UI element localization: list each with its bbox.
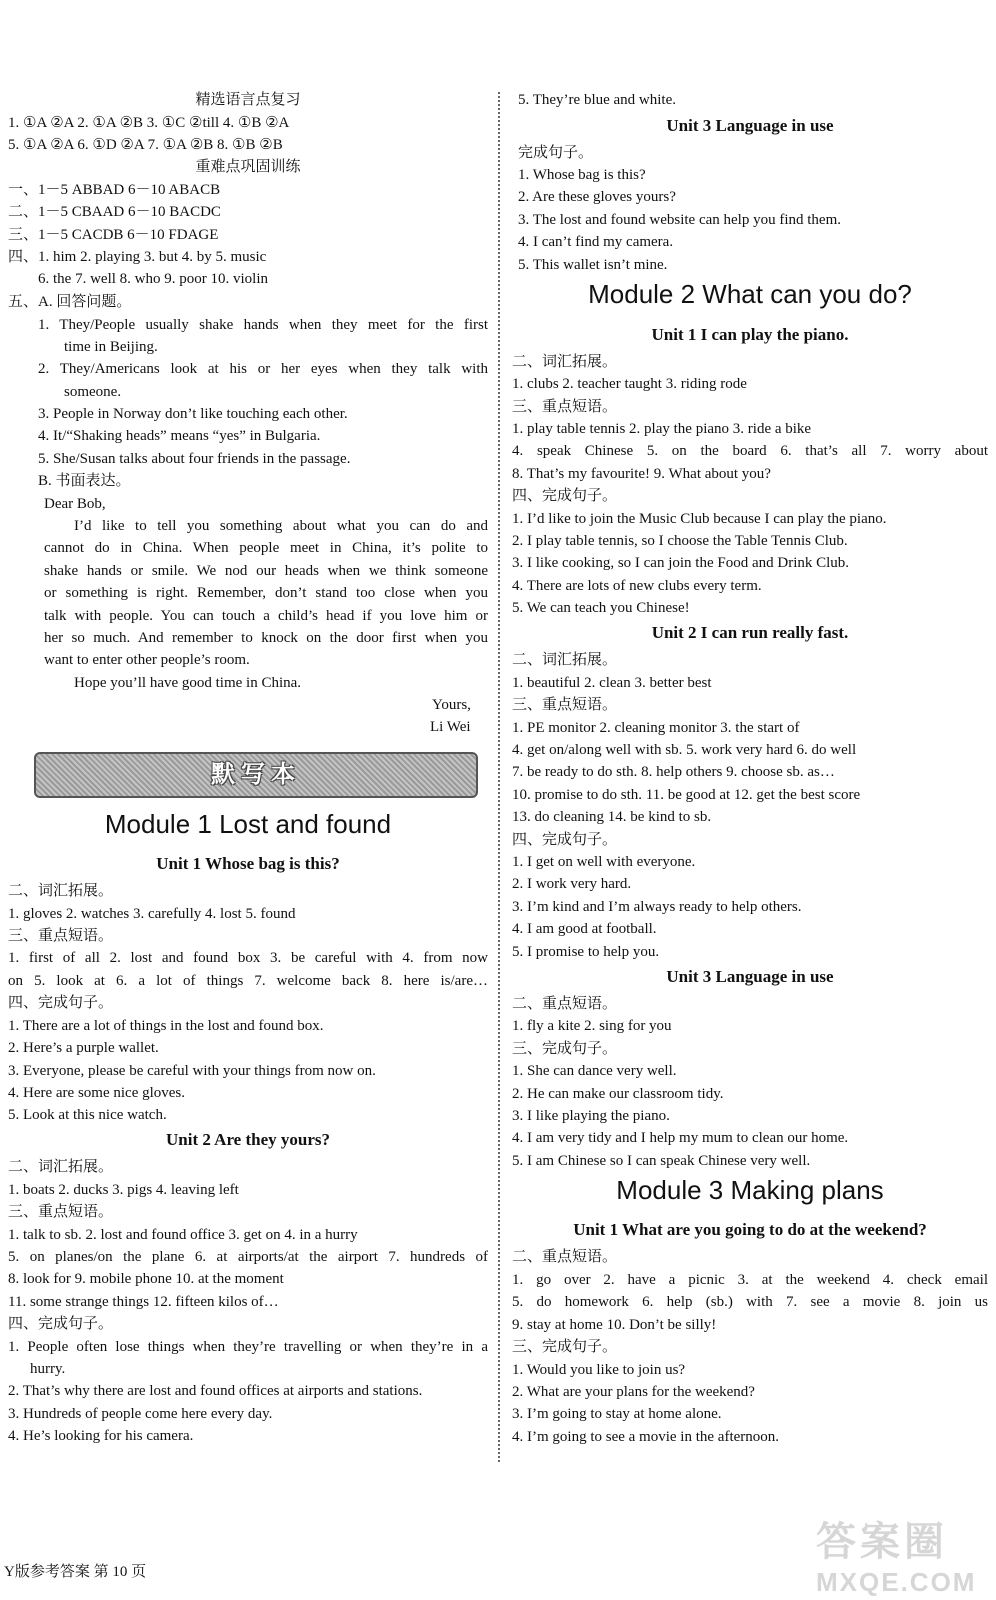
text-line: shake hands or smile. We nod our heads when we think someone <box>44 563 488 579</box>
text-line: talk with people. You can touch a child’s head if you love him or <box>44 608 488 624</box>
text-line: 2. Here’s a purple wallet. <box>8 1040 159 1056</box>
text-line: 二、词汇拓展。 <box>512 652 618 668</box>
text-line: 1. fly a kite 2. sing for you <box>512 1018 672 1034</box>
text-line: her so much. And remember to knock on the door first when you <box>44 630 488 646</box>
text-line: 1. People often lose things when they’re travelling or when they’re in a <box>8 1339 488 1355</box>
text-line: 8. That’s my favourite! 9. What about you? <box>512 466 771 482</box>
banner-title: 默写本 <box>211 762 301 788</box>
text-line: on 5. look at 6. a lot of things 7. welcome back 8. here is/are… <box>8 973 488 989</box>
text-line: 二、词汇拓展。 <box>512 354 618 370</box>
text-line: 三、重点短语。 <box>8 1204 114 1220</box>
text-line: 4. Here are some nice gloves. <box>8 1085 186 1101</box>
text-line: Hope you’ll have good time in China. <box>74 675 302 691</box>
unit-heading: Unit 1 Whose bag is this? <box>156 854 340 873</box>
text-line: 10. promise to do sth. 11. be good at 12. get the best score <box>512 787 861 803</box>
page-footer: Y版参考答案 第 10 页 <box>4 1564 147 1580</box>
text-line: 11. some strange things 12. fifteen kilos of… <box>8 1294 279 1310</box>
column-divider <box>498 92 502 1462</box>
text-line: 精选语言点复习 <box>195 92 301 108</box>
text-line: Yours, <box>432 697 471 713</box>
watermark-url: MXQE.COM <box>816 1567 977 1597</box>
text-line: 8. look for 9. mobile phone 10. at the moment <box>8 1271 284 1287</box>
text-line: want to enter other people’s room. <box>44 652 250 668</box>
text-line: 2. That’s why there are lost and found offices at airports and stations. <box>8 1383 423 1399</box>
text-line: 1. talk to sb. 2. lost and found office 3. get on 4. in a hurry <box>8 1227 358 1243</box>
text-line: 13. do cleaning 14. be kind to sb. <box>512 809 712 825</box>
text-line: someone. <box>64 384 122 400</box>
watermark-logo: 答案圈 <box>816 1520 948 1564</box>
text-line: 三、重点短语。 <box>8 928 114 944</box>
text-line: 1. beautiful 2. clean 3. better best <box>512 675 712 691</box>
text-line: 5. on planes/on the plane 6. at airports/at the airport 7. hundreds of <box>8 1249 488 1265</box>
text-line: 2. He can make our classroom tidy. <box>512 1086 724 1102</box>
text-line: 四、完成句子。 <box>8 1316 114 1332</box>
text-line: 2. What are your plans for the weekend? <box>512 1384 755 1400</box>
text-line: 四、完成句子。 <box>8 995 114 1011</box>
text-line: 1. I get on well with everyone. <box>512 854 696 870</box>
text-line: 1. clubs 2. teacher taught 3. riding rode <box>512 376 747 392</box>
text-line: 5. She/Susan talks about four friends in the passage. <box>38 451 351 467</box>
text-line: 1. Would you like to join us? <box>512 1362 686 1378</box>
text-line: 4. speak Chinese 5. on the board 6. that’s all 7. worry about <box>512 443 988 459</box>
text-line: 四、1. him 2. playing 3. but 4. by 5. music <box>8 249 267 265</box>
text-line: 4. get on/along well with sb. 5. work very hard 6. do well <box>512 742 857 758</box>
text-line: 1. There are a lot of things in the lost and found box. <box>8 1018 324 1034</box>
text-line: 4. It/“Shaking heads” means “yes” in Bulgaria. <box>38 428 321 444</box>
unit-heading: Unit 3 Language in use <box>666 116 834 135</box>
text-line: 三、完成句子。 <box>512 1339 618 1355</box>
text-line: 4. I can’t find my camera. <box>518 234 674 250</box>
text-line: 1. first of all 2. lost and found box 3. be careful with 4. from now <box>8 950 488 966</box>
text-line: 4. I am good at football. <box>512 921 657 937</box>
text-line: 二、重点短语。 <box>512 1249 618 1265</box>
text-line: 1. go over 2. have a picnic 3. at the weekend 4. check email <box>512 1272 988 1288</box>
unit-heading: Unit 1 What are you going to do at the weekend? <box>573 1220 927 1239</box>
module-heading: Module 1 Lost and found <box>104 809 392 839</box>
text-line: 2. I work very hard. <box>512 876 632 892</box>
text-line: 完成句子。 <box>518 145 594 161</box>
text-line: 三、1－5 CACDB 6－10 FDAGE <box>8 227 219 243</box>
text-line: 2. Are these gloves yours? <box>518 189 676 205</box>
text-line: 1. They/People usually shake hands when they meet for the first <box>38 317 488 333</box>
text-line: 5. ①A ②A 6. ①D ②A 7. ①A ②B 8. ①B ②B <box>8 137 283 153</box>
text-line: 3. I like cooking, so I can join the Food and Drink Club. <box>512 555 850 571</box>
text-line: 1. PE monitor 2. cleaning monitor 3. the start of <box>512 720 800 736</box>
unit-heading: Unit 3 Language in use <box>666 967 834 986</box>
text-line: 三、完成句子。 <box>512 1041 618 1057</box>
text-line: 2. They/Americans look at his or her eyes when they talk with <box>38 361 488 377</box>
text-line: 3. People in Norway don’t like touching each other. <box>38 406 348 422</box>
text-line: 4. I’m going to see a movie in the afternoon. <box>512 1429 780 1445</box>
text-line: 5. do homework 6. help (sb.) with 7. see a movie 8. join us <box>512 1294 988 1310</box>
text-line: 2. I play table tennis, so I choose the Table Tennis Club. <box>512 533 848 549</box>
text-line: 3. I like playing the piano. <box>512 1108 670 1124</box>
unit-heading: Unit 2 Are they yours? <box>165 1130 330 1149</box>
text-line: 1. gloves 2. watches 3. carefully 4. lost 5. found <box>8 906 296 922</box>
unit-heading: Unit 2 I can run really fast. <box>651 623 849 642</box>
text-line: 二、1－5 CBAAD 6－10 BACDC <box>8 204 221 220</box>
text-line: 5. We can teach you Chinese! <box>512 600 690 616</box>
watermark <box>816 1510 976 1598</box>
text-line: I’d like to tell you something about what you can do and <box>74 518 488 534</box>
text-line: 1. Whose bag is this? <box>518 167 646 183</box>
text-line: 3. I’m kind and I’m always ready to help others. <box>512 899 802 915</box>
text-line: time in Beijing. <box>64 339 158 355</box>
module-heading: Module 2 What can you do? <box>588 279 912 309</box>
text-line: 5. I promise to help you. <box>512 944 660 960</box>
text-line: 1. She can dance very well. <box>512 1063 677 1079</box>
text-line: 6. the 7. well 8. who 9. poor 10. violin <box>38 271 268 287</box>
text-line: 5. They’re blue and white. <box>518 92 677 108</box>
text-line: 3. The lost and found website can help you find them. <box>518 212 841 228</box>
text-line: 1. ①A ②A 2. ①A ②B 3. ①C ②till 4. ①B ②A <box>8 115 290 131</box>
text-line: 4. There are lots of new clubs every term. <box>512 578 762 594</box>
text-line: 5. I am Chinese so I can speak Chinese very well. <box>512 1153 811 1169</box>
text-line: 一、1－5 ABBAD 6－10 ABACB <box>8 182 221 198</box>
text-line: 3. I’m going to stay at home alone. <box>512 1406 722 1422</box>
text-line: 5. This wallet isn’t mine. <box>518 257 668 273</box>
text-line: 四、完成句子。 <box>512 832 618 848</box>
text-line: 四、完成句子。 <box>512 488 618 504</box>
text-line: hurry. <box>30 1361 66 1377</box>
text-line: 1. boats 2. ducks 3. pigs 4. leaving left <box>8 1182 239 1198</box>
text-line: 4. He’s looking for his camera. <box>8 1428 194 1444</box>
dictation-banner <box>34 752 478 798</box>
text-line: B. 书面表达。 <box>38 473 131 489</box>
text-line: 7. be ready to do sth. 8. help others 9. choose sb. as… <box>512 764 835 780</box>
text-line: cannot do in China. When people meet in China, it’s polite to <box>44 540 488 556</box>
text-line: 4. I am very tidy and I help my mum to clean our home. <box>512 1130 849 1146</box>
text-line: 1. play table tennis 2. play the piano 3. ride a bike <box>512 421 812 437</box>
text-line: 3. Hundreds of people come here every day. <box>8 1406 273 1422</box>
text-line: Li Wei <box>430 719 471 735</box>
text-line: Dear Bob, <box>44 496 106 512</box>
text-line: 三、重点短语。 <box>512 399 618 415</box>
text-line: 1. I’d like to join the Music Club because I can play the piano. <box>512 511 887 527</box>
text-line: 9. stay at home 10. Don’t be silly! <box>512 1317 717 1333</box>
text-line: 二、词汇拓展。 <box>8 1159 114 1175</box>
text-line: 五、A. 回答问题。 <box>8 294 132 310</box>
text-line: 3. Everyone, please be careful with your things from now on. <box>8 1063 376 1079</box>
module-heading: Module 3 Making plans <box>616 1175 884 1205</box>
text-line: 二、词汇拓展。 <box>8 883 114 899</box>
text-line: 二、重点短语。 <box>512 996 618 1012</box>
text-line: 5. Look at this nice watch. <box>8 1107 167 1123</box>
unit-heading: Unit 1 I can play the piano. <box>651 325 849 344</box>
text-line: 重难点巩固训练 <box>195 159 301 175</box>
text-line: 三、重点短语。 <box>512 697 618 713</box>
text-line: or something is right. Remember, don’t stand too close when you <box>44 585 488 601</box>
